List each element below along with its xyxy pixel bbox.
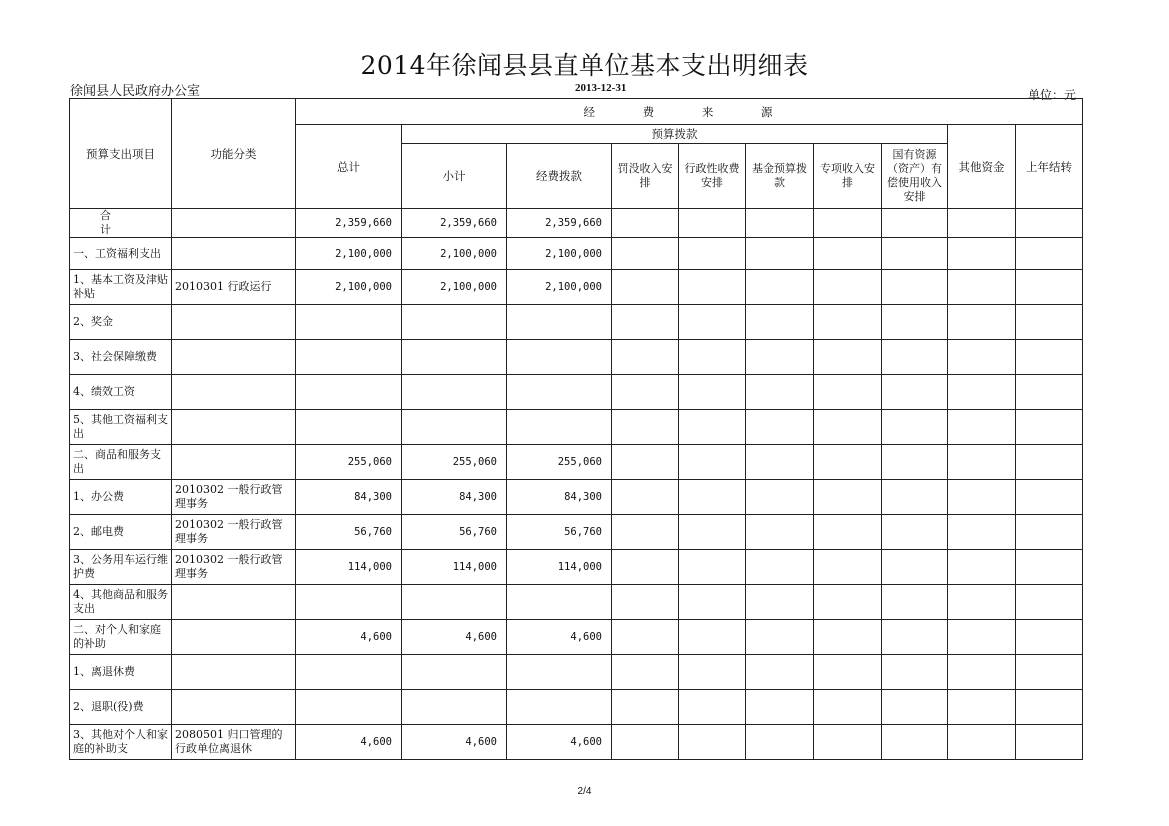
cell-total: 4,600 — [296, 725, 402, 760]
cell-empty — [746, 480, 814, 515]
cell-empty — [882, 515, 948, 550]
cell-empty — [948, 725, 1016, 760]
header-special-income: 专项收入安排 — [814, 144, 882, 209]
table-row — [70, 270, 1083, 305]
cell-total: 2,100,000 — [296, 238, 402, 270]
cell-item: 2、退职(役)费 — [70, 690, 172, 725]
cell-subtotal: 2,100,000 — [402, 270, 507, 305]
cell-empty — [882, 480, 948, 515]
cell-function: 2010302 一般行政管理事务 — [172, 550, 296, 585]
cell-total — [296, 305, 402, 340]
cell-function — [172, 375, 296, 410]
cell-empty — [679, 480, 746, 515]
cell-empty — [679, 410, 746, 445]
cell-subtotal: 56,760 — [402, 515, 507, 550]
cell-function: 2010302 一般行政管理事务 — [172, 515, 296, 550]
cell-empty — [679, 585, 746, 620]
cell-empty — [882, 725, 948, 760]
cell-fund-allocation — [507, 690, 612, 725]
cell-empty — [814, 585, 882, 620]
header-funding-source: 经 费 来 源 — [296, 99, 1083, 125]
cell-item: 1、办公费 — [70, 480, 172, 515]
cell-empty — [746, 209, 814, 238]
cell-subtotal — [402, 585, 507, 620]
cell-empty — [1016, 375, 1083, 410]
cell-empty — [948, 480, 1016, 515]
cell-empty — [612, 270, 679, 305]
cell-empty — [679, 375, 746, 410]
cell-empty — [948, 209, 1016, 238]
cell-function — [172, 209, 296, 238]
cell-empty — [1016, 480, 1083, 515]
cell-empty — [612, 550, 679, 585]
cell-function: 2080501 归口管理的行政单位离退休 — [172, 725, 296, 760]
table-row — [70, 480, 1083, 515]
cell-empty — [814, 375, 882, 410]
cell-empty — [1016, 585, 1083, 620]
cell-total: 56,760 — [296, 515, 402, 550]
cell-empty — [746, 585, 814, 620]
cell-empty — [948, 515, 1016, 550]
header-other-funds: 其他资金 — [948, 125, 1016, 209]
cell-empty — [1016, 550, 1083, 585]
cell-empty — [948, 655, 1016, 690]
header-function: 功能分类 — [172, 99, 296, 209]
cell-empty — [612, 209, 679, 238]
cell-empty — [746, 515, 814, 550]
cell-empty — [882, 305, 948, 340]
table-row — [70, 340, 1083, 375]
cell-function: 2010302 一般行政管理事务 — [172, 480, 296, 515]
table-row — [70, 550, 1083, 585]
cell-fund-allocation: 2,100,000 — [507, 270, 612, 305]
cell-subtotal — [402, 690, 507, 725]
cell-empty — [612, 655, 679, 690]
cell-total: 4,600 — [296, 620, 402, 655]
cell-empty — [882, 550, 948, 585]
header-subtotal: 小计 — [402, 144, 507, 209]
table-row — [70, 585, 1083, 620]
header-budget-allocation: 预算拨款 — [402, 125, 948, 144]
cell-fund-allocation — [507, 655, 612, 690]
cell-empty — [1016, 655, 1083, 690]
cell-empty — [948, 550, 1016, 585]
header-fines: 罚没收入安排 — [612, 144, 679, 209]
cell-total: 2,100,000 — [296, 270, 402, 305]
cell-empty — [948, 305, 1016, 340]
cell-empty — [882, 375, 948, 410]
cell-subtotal — [402, 340, 507, 375]
cell-empty — [612, 340, 679, 375]
cell-item: 2、奖金 — [70, 305, 172, 340]
cell-empty — [679, 550, 746, 585]
cell-empty — [746, 690, 814, 725]
cell-empty — [882, 340, 948, 375]
cell-empty — [882, 270, 948, 305]
cell-item: 2、邮电费 — [70, 515, 172, 550]
cell-fund-allocation — [507, 375, 612, 410]
cell-empty — [746, 725, 814, 760]
cell-function — [172, 410, 296, 445]
cell-item: 4、其他商品和服务支出 — [70, 585, 172, 620]
cell-total — [296, 410, 402, 445]
cell-empty — [814, 515, 882, 550]
cell-empty — [1016, 340, 1083, 375]
cell-empty — [612, 480, 679, 515]
cell-total — [296, 375, 402, 410]
cell-empty — [882, 410, 948, 445]
cell-empty — [814, 550, 882, 585]
cell-empty — [814, 209, 882, 238]
table-row — [70, 305, 1083, 340]
cell-empty — [746, 375, 814, 410]
cell-empty — [679, 340, 746, 375]
cell-subtotal — [402, 655, 507, 690]
cell-empty — [679, 515, 746, 550]
table-row — [70, 690, 1083, 725]
cell-function — [172, 445, 296, 480]
cell-subtotal — [402, 410, 507, 445]
cell-empty — [746, 620, 814, 655]
cell-empty — [746, 655, 814, 690]
cell-empty — [612, 690, 679, 725]
header-carryover: 上年结转 — [1016, 125, 1083, 209]
cell-empty — [948, 340, 1016, 375]
cell-empty — [948, 585, 1016, 620]
cell-empty — [814, 725, 882, 760]
cell-function: 2010301 行政运行 — [172, 270, 296, 305]
page-number: 2/4 — [577, 786, 592, 797]
cell-empty — [1016, 725, 1083, 760]
cell-empty — [882, 585, 948, 620]
cell-subtotal: 2,359,660 — [402, 209, 507, 238]
cell-fund-allocation: 56,760 — [507, 515, 612, 550]
table-row — [70, 410, 1083, 445]
cell-item: 1、离退休费 — [70, 655, 172, 690]
cell-empty — [948, 375, 1016, 410]
cell-empty — [1016, 238, 1083, 270]
cell-empty — [612, 585, 679, 620]
cell-function — [172, 305, 296, 340]
cell-fund-allocation: 4,600 — [507, 725, 612, 760]
header-fund-budget: 基金预算拨款 — [746, 144, 814, 209]
table-row — [70, 620, 1083, 655]
cell-empty — [612, 238, 679, 270]
cell-item: 二、商品和服务支出 — [70, 445, 172, 480]
cell-total — [296, 585, 402, 620]
cell-empty — [814, 340, 882, 375]
cell-empty — [882, 238, 948, 270]
cell-empty — [679, 305, 746, 340]
cell-empty — [814, 690, 882, 725]
cell-item: 3、公务用车运行维护费 — [70, 550, 172, 585]
cell-empty — [612, 375, 679, 410]
unit-label: 单位：元 — [1028, 88, 1077, 102]
cell-function — [172, 585, 296, 620]
cell-subtotal: 114,000 — [402, 550, 507, 585]
organization-name: 徐闻县人民政府办公室 — [70, 84, 201, 99]
cell-empty — [679, 238, 746, 270]
cell-item: 二、对个人和家庭的补助 — [70, 620, 172, 655]
cell-empty — [746, 550, 814, 585]
cell-empty — [1016, 620, 1083, 655]
cell-total — [296, 690, 402, 725]
cell-function — [172, 620, 296, 655]
cell-empty — [1016, 445, 1083, 480]
cell-empty — [948, 238, 1016, 270]
cell-empty — [746, 340, 814, 375]
cell-fund-allocation: 255,060 — [507, 445, 612, 480]
cell-empty — [948, 410, 1016, 445]
cell-empty — [1016, 515, 1083, 550]
cell-fund-allocation: 2,359,660 — [507, 209, 612, 238]
report-date: 2013-12-31 — [575, 82, 627, 94]
header-admin-fees: 行政性收费安排 — [679, 144, 746, 209]
cell-empty — [948, 445, 1016, 480]
cell-empty — [1016, 209, 1083, 238]
cell-total — [296, 655, 402, 690]
cell-function — [172, 690, 296, 725]
cell-fund-allocation: 4,600 — [507, 620, 612, 655]
cell-item: 3、社会保障缴费 — [70, 340, 172, 375]
cell-empty — [746, 410, 814, 445]
cell-total: 114,000 — [296, 550, 402, 585]
cell-empty — [612, 410, 679, 445]
cell-fund-allocation: 114,000 — [507, 550, 612, 585]
table-row — [70, 655, 1083, 690]
cell-empty — [1016, 305, 1083, 340]
cell-empty — [679, 725, 746, 760]
cell-empty — [679, 270, 746, 305]
cell-empty — [612, 305, 679, 340]
cell-empty — [882, 690, 948, 725]
expenditure-table — [69, 98, 1083, 760]
cell-empty — [679, 445, 746, 480]
cell-item: 一、工资福利支出 — [70, 238, 172, 270]
cell-empty — [882, 655, 948, 690]
cell-empty — [882, 209, 948, 238]
cell-empty — [612, 515, 679, 550]
cell-empty — [814, 445, 882, 480]
cell-item: 3、其他对个人和家庭的补助支 — [70, 725, 172, 760]
table-row — [70, 515, 1083, 550]
cell-subtotal: 4,600 — [402, 725, 507, 760]
cell-empty — [746, 238, 814, 270]
cell-empty — [948, 620, 1016, 655]
cell-empty — [612, 445, 679, 480]
cell-function — [172, 340, 296, 375]
cell-empty — [814, 620, 882, 655]
cell-empty — [1016, 270, 1083, 305]
cell-total — [296, 340, 402, 375]
cell-empty — [948, 270, 1016, 305]
cell-subtotal: 255,060 — [402, 445, 507, 480]
cell-empty — [814, 305, 882, 340]
cell-total: 255,060 — [296, 445, 402, 480]
cell-empty — [814, 410, 882, 445]
cell-empty — [612, 725, 679, 760]
table-row — [70, 209, 1083, 238]
table-row — [70, 445, 1083, 480]
cell-empty — [948, 690, 1016, 725]
table-row — [70, 375, 1083, 410]
cell-empty — [1016, 690, 1083, 725]
cell-fund-allocation — [507, 410, 612, 445]
header-item: 预算支出项目 — [70, 99, 172, 209]
cell-empty — [814, 270, 882, 305]
cell-function — [172, 238, 296, 270]
cell-empty — [746, 445, 814, 480]
cell-empty — [882, 620, 948, 655]
cell-subtotal — [402, 375, 507, 410]
cell-fund-allocation — [507, 305, 612, 340]
header-fund-allocation: 经费拨款 — [507, 144, 612, 209]
header-total: 总计 — [296, 125, 402, 209]
cell-empty — [882, 445, 948, 480]
cell-fund-allocation — [507, 585, 612, 620]
cell-empty — [814, 655, 882, 690]
table-row — [70, 725, 1083, 760]
cell-empty — [679, 620, 746, 655]
cell-empty — [679, 209, 746, 238]
cell-item: 4、绩效工资 — [70, 375, 172, 410]
cell-empty — [746, 270, 814, 305]
cell-empty — [814, 238, 882, 270]
cell-fund-allocation: 84,300 — [507, 480, 612, 515]
cell-total: 84,300 — [296, 480, 402, 515]
cell-empty — [679, 655, 746, 690]
cell-item: 5、其他工资福利支出 — [70, 410, 172, 445]
cell-fund-allocation: 2,100,000 — [507, 238, 612, 270]
cell-empty — [746, 305, 814, 340]
cell-function — [172, 655, 296, 690]
cell-total: 2,359,660 — [296, 209, 402, 238]
cell-empty — [1016, 410, 1083, 445]
cell-subtotal: 4,600 — [402, 620, 507, 655]
cell-item: 1、基本工资及津贴补贴 — [70, 270, 172, 305]
header-state-assets: 国有资源（资产）有偿使用收入安排 — [882, 144, 948, 209]
cell-subtotal: 2,100,000 — [402, 238, 507, 270]
cell-empty — [814, 480, 882, 515]
table-row — [70, 238, 1083, 270]
cell-empty — [679, 690, 746, 725]
cell-subtotal — [402, 305, 507, 340]
cell-empty — [612, 620, 679, 655]
cell-fund-allocation — [507, 340, 612, 375]
page-title: 2014年徐闻县县直单位基本支出明细表 — [360, 51, 809, 80]
cell-item: 合 计 — [70, 209, 172, 238]
cell-subtotal: 84,300 — [402, 480, 507, 515]
